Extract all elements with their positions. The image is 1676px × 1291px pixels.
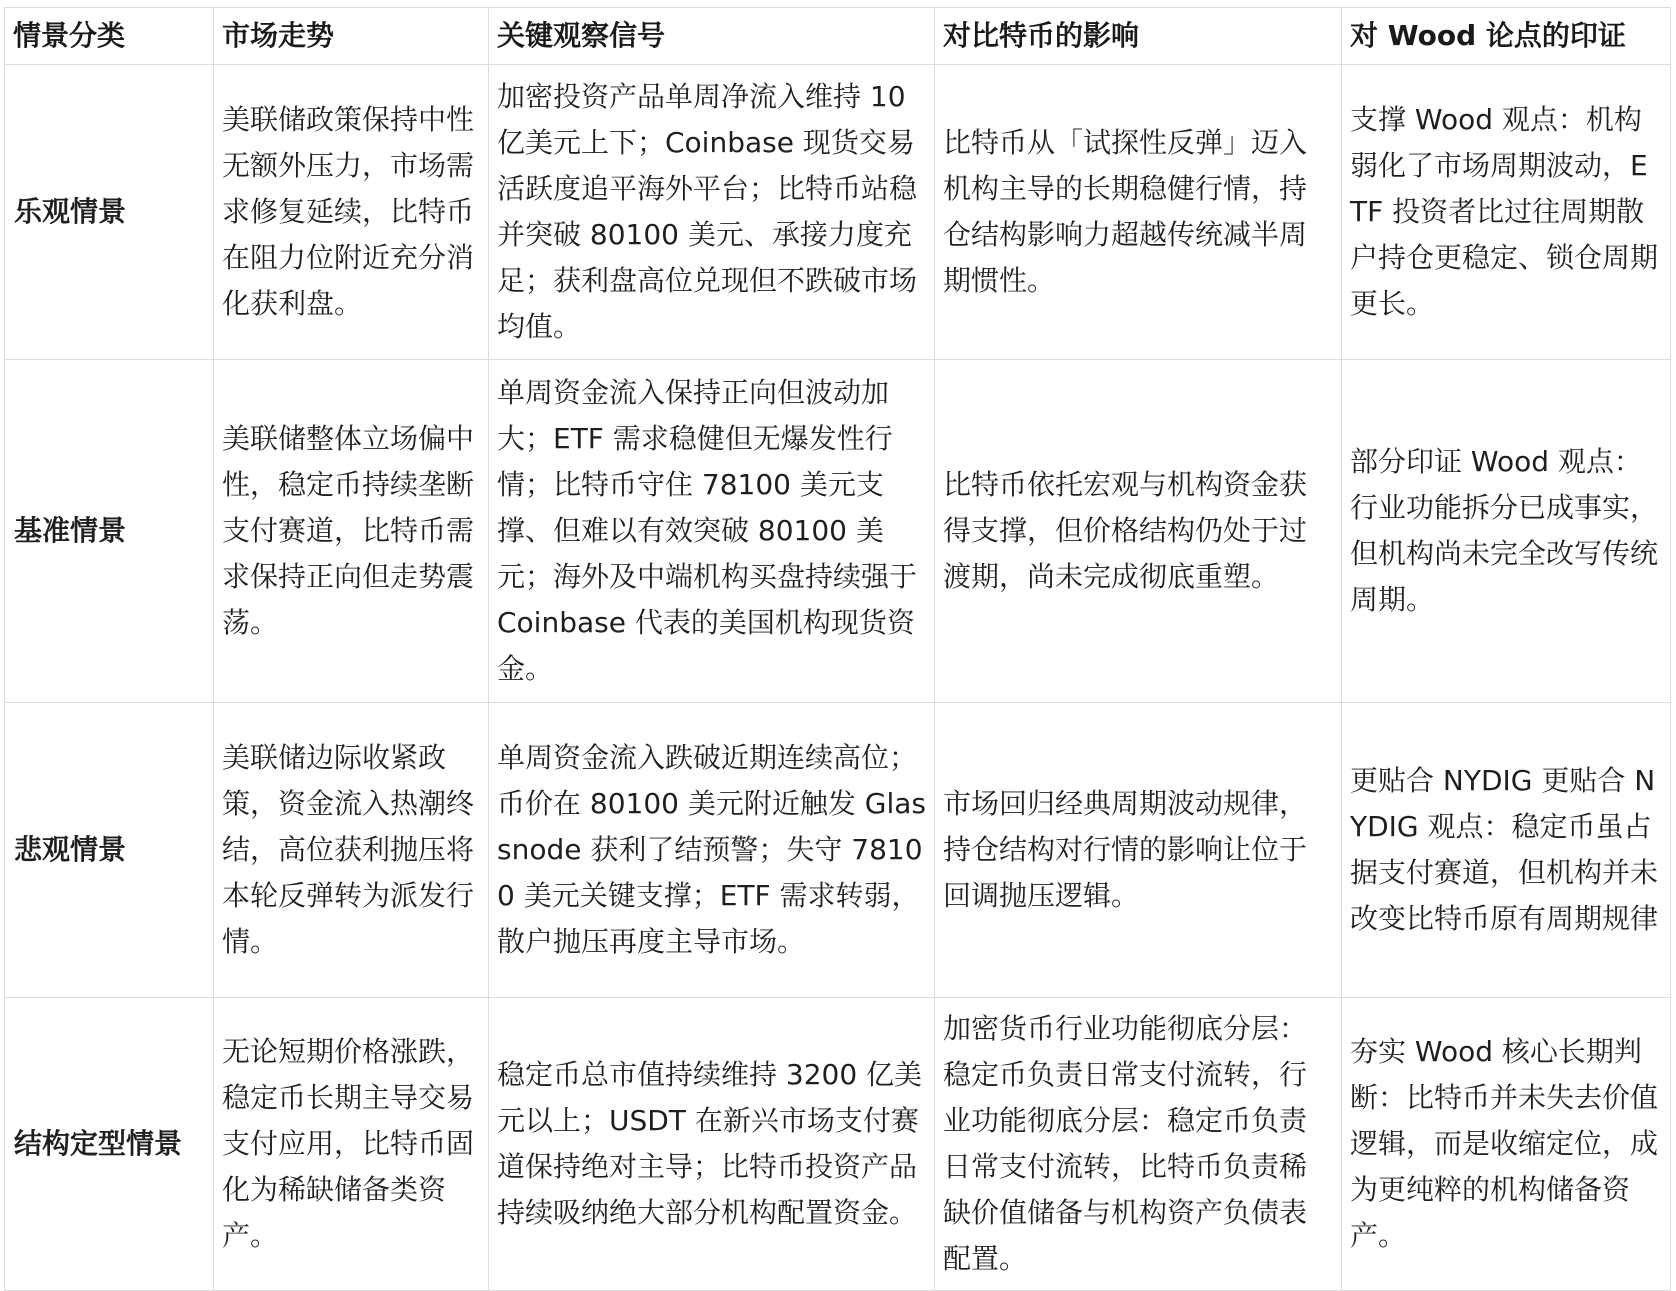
scenario-name-baseline: 基准情景 bbox=[5, 360, 214, 703]
market-trend-cell: 美联储边际收紧政策，资金流入热潮终结，高位获利抛压将本轮反弹转为派发行情。 bbox=[214, 703, 489, 998]
market-trend-cell: 美联储政策保持中性无额外压力，市场需求修复延续，比特币在阻力位附近充分消化获利盘。 bbox=[214, 65, 489, 360]
bitcoin-impact-cell: 市场回归经典周期波动规律，持仓结构对行情的影响让位于回调抛压逻辑。 bbox=[935, 703, 1342, 998]
header-wood-thesis: 对 Wood 论点的印证 bbox=[1342, 8, 1671, 65]
table-header-row bbox=[5, 8, 1671, 65]
key-signals-cell: 单周资金流入保持正向但波动加大；ETF 需求稳健但无爆发性行情；比特币守住 78100 美元支撑、但难以有效突破 80100 美元；海外及中端机构买盘持续强于 Coinbase 代表的美国机构现货资金。 bbox=[489, 360, 935, 703]
scenario-table-container bbox=[4, 7, 1670, 1291]
bitcoin-impact-cell: 比特币依托宏观与机构资金获得支撑，但价格结构仍处于过渡期，尚未完成彻底重塑。 bbox=[935, 360, 1342, 703]
scenario-table bbox=[4, 7, 1671, 1291]
table-row bbox=[5, 360, 1671, 703]
market-trend-cell: 美联储整体立场偏中性，稳定币持续垄断支付赛道，比特币需求保持正向但走势震荡。 bbox=[214, 360, 489, 703]
key-signals-cell: 加密投资产品单周净流入维持 10 亿美元上下；Coinbase 现货交易活跃度追平海外平台；比特币站稳并突破 80100 美元、承接力度充足；获利盘高位兑现但不跌破市场均值。 bbox=[489, 65, 935, 360]
scenario-name-pessimistic: 悲观情景 bbox=[5, 703, 214, 998]
table-row bbox=[5, 65, 1671, 360]
wood-thesis-cell: 支撑 Wood 观点：机构弱化了市场周期波动，ETF 投资者比过往周期散户持仓更稳定、锁仓周期更长。 bbox=[1342, 65, 1671, 360]
header-bitcoin-impact: 对比特币的影响 bbox=[935, 8, 1342, 65]
bitcoin-impact-cell: 比特币从「试探性反弹」迈入机构主导的长期稳健行情，持仓结构影响力超越传统减半周期惯性。 bbox=[935, 65, 1342, 360]
wood-thesis-cell: 夯实 Wood 核心长期判断：比特币并未失去价值逻辑，而是收缩定位，成为更纯粹的机构储备资产。 bbox=[1342, 998, 1671, 1291]
key-signals-cell: 单周资金流入跌破近期连续高位；币价在 80100 美元附近触发 Glassnode 获利了结预警；失守 78100 美元关键支撑；ETF 需求转弱，散户抛压再度主导市场。 bbox=[489, 703, 935, 998]
wood-thesis-cell: 更贴合 NYDIG 更贴合 NYDIG 观点：稳定币虽占据支付赛道，但机构并未改变比特币原有周期规律 bbox=[1342, 703, 1671, 998]
bitcoin-impact-cell: 加密货币行业功能彻底分层：稳定币负责日常支付流转，行业功能彻底分层：稳定币负责日常支付流转，比特币负责稀缺价值储备与机构资产负债表配置。 bbox=[935, 998, 1342, 1291]
market-trend-cell: 无论短期价格涨跌，稳定币长期主导交易支付应用，比特币固化为稀缺储备类资产。 bbox=[214, 998, 489, 1291]
key-signals-cell: 稳定币总市值持续维持 3200 亿美元以上；USDT 在新兴市场支付赛道保持绝对主导；比特币投资产品持续吸纳绝大部分机构配置资金。 bbox=[489, 998, 935, 1291]
table-row bbox=[5, 703, 1671, 998]
table-row bbox=[5, 998, 1671, 1291]
scenario-name-structural: 结构定型情景 bbox=[5, 998, 214, 1291]
header-market-trend: 市场走势 bbox=[214, 8, 489, 65]
scenario-name-optimistic: 乐观情景 bbox=[5, 65, 214, 360]
header-scenario: 情景分类 bbox=[5, 8, 214, 65]
header-key-signals: 关键观察信号 bbox=[489, 8, 935, 65]
wood-thesis-cell: 部分印证 Wood 观点：行业功能拆分已成事实，但机构尚未完全改写传统周期。 bbox=[1342, 360, 1671, 703]
